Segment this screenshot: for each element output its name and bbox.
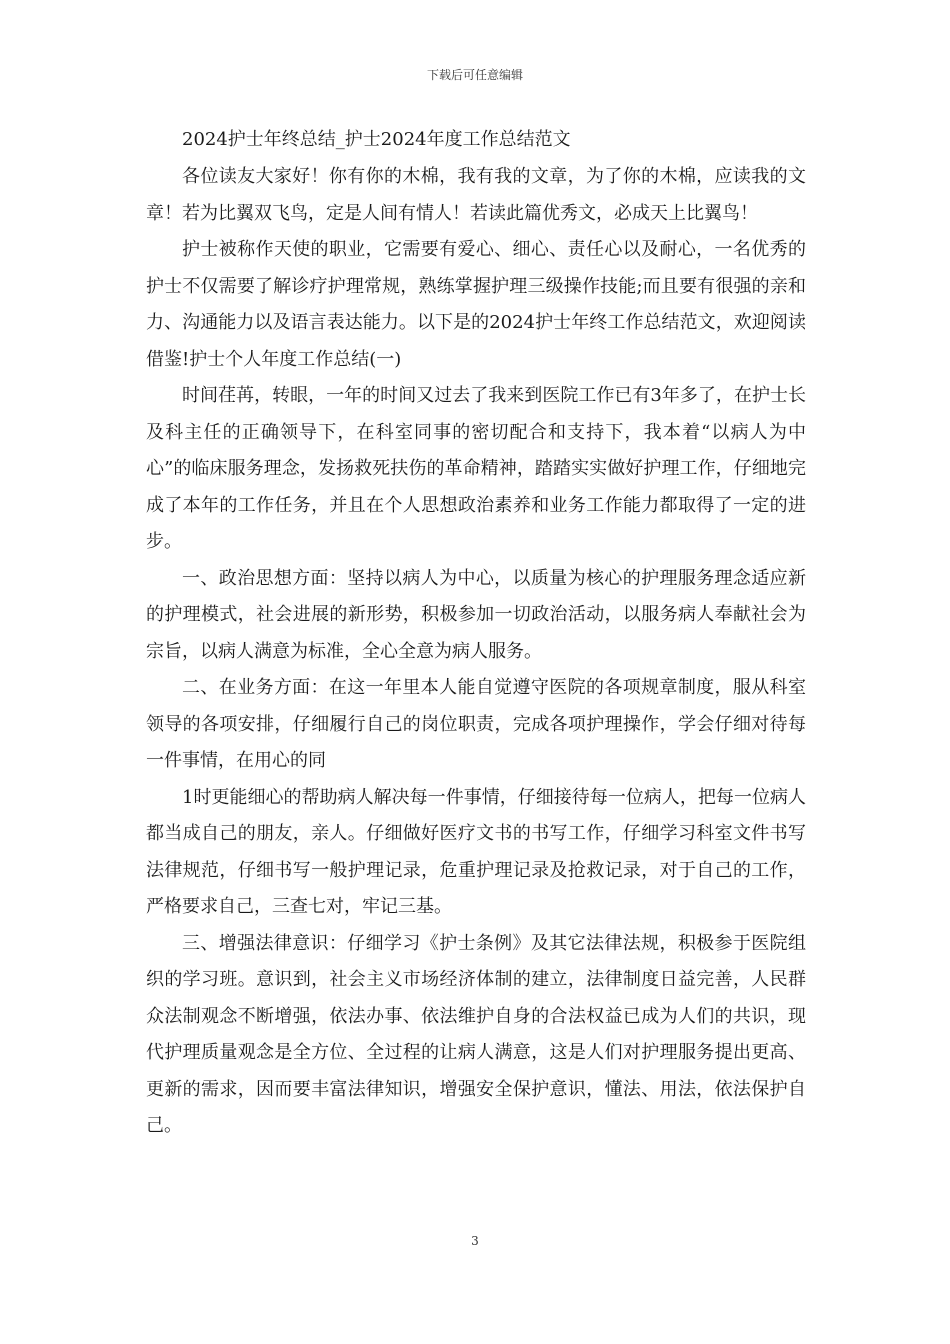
- paragraph-legal: 三、增强法律意识：仔细学习《护士条例》及其它法律法规，积极参于医院组织的学习班。意识到，社会主义市场经济体制的建立，法律制度日益完善，人民群众法制观念不断增强，依法办事、依法维护自身的合法权益已成为人们的共识，现代护理质量观念是全方位、全过程的让病人满意，这是人们对护理服务提出更高、更新的需求，因而要丰富法律知识，增强安全保护意识，懂法、用法，依法保护自己。: [146, 932, 806, 1136]
- paragraph-political: 一、政治思想方面：坚持以病人为中心，以质量为核心的护理服务理念适应新的护理模式，社会进展的新形势，积极参加一切政治活动，以服务病人奉献社会为宗旨，以病人满意为标准，全心全意为病人服务。: [146, 567, 806, 662]
- page-header-note: 下载后可任意编辑: [426, 68, 523, 82]
- paragraph-greeting: 各位读友大家好！你有你的木棉，我有我的文章，为了你的木棉，应读我的文章！若为比翼双飞鸟，定是人间有情人！若读此篇优秀文，必成天上比翼鸟！: [146, 166, 806, 224]
- document-body: [146, 127, 806, 1145]
- paragraph-overview: 时间荏苒，转眼，一年的时间又过去了我来到医院工作已有3年多了，在护士长及科主任的正确领导下，在科室同事的密切配合和支持下，我本着“以病人为中心”的临床服务理念，发扬救死扶伤的革命精神，踏踏实实做好护理工作，仔细地完成了本年的工作任务，并且在个人思想政治素养和业务工作能力都取得了一定的进步。: [146, 385, 806, 552]
- paragraph-intro: 护士被称作天使的职业，它需要有爱心、细心、责任心以及耐心，一名优秀的护士不仅需要了解诊疗护理常规，熟练掌握护理三级操作技能;而且要有很强的亲和力、沟通能力以及语言表达能力。以下是的2024护士年终工作总结范文，欢迎阅读借鉴!护士个人年度工作总结(一): [146, 239, 806, 370]
- document-title: 2024护士年终总结_护士2024年度工作总结范文: [182, 129, 571, 150]
- paragraph-business: 二、在业务方面：在这一年里本人能自觉遵守医院的各项规章制度，服从科室领导的各项安排，仔细履行自己的岗位职责，完成各项护理操作，学会仔细对待每一件事情，在用心的同: [146, 677, 806, 771]
- page-number: 3: [471, 1234, 479, 1248]
- paragraph-business-continued: 1时更能细心的帮助病人解决每一件事情，仔细接待每一位病人，把每一位病人都当成自己的朋友，亲人。仔细做好医疗文书的书写工作，仔细学习科室文件书写法律规范，仔细书写一般护理记录，危重护理记录及抢救记录，对于自己的工作，严格要求自己，三查七对，牢记三基。: [146, 786, 806, 917]
